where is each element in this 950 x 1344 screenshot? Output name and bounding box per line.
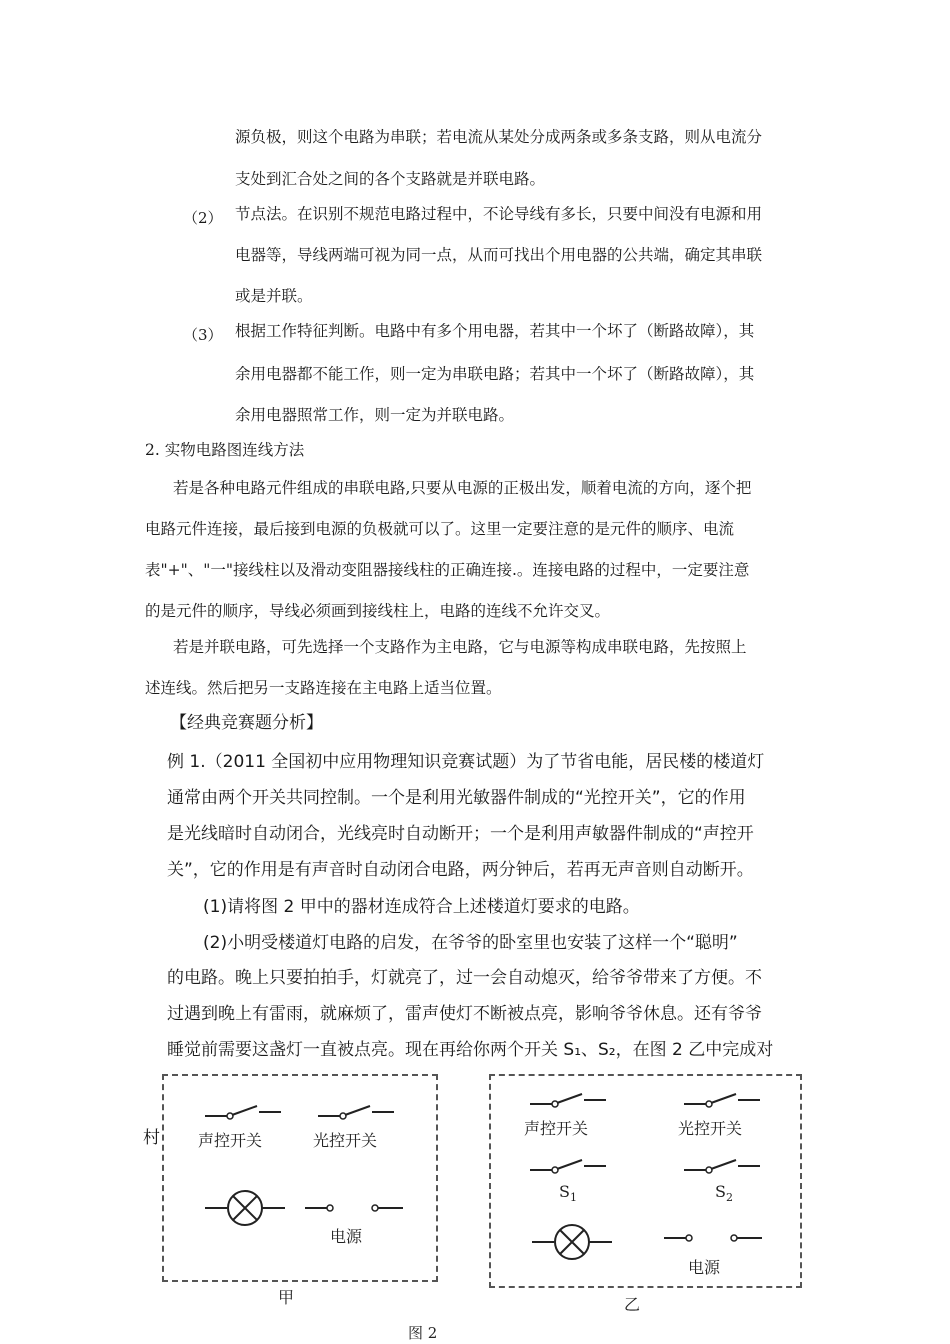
yi-s1-label — [559, 1182, 577, 1204]
section2-para1-line1: 若是各种电路元件组成的串联电路,只要从电源的正极出发，顺着电流的方向，逐个把 — [173, 479, 752, 497]
jia-power-label: 电源 — [330, 1227, 363, 1246]
item3-line1: 根据工作特征判断。电路中有多个用电器，若其中一个坏了（断路故障），其 — [235, 322, 755, 340]
yi-s1-subscript: 1 — [569, 1191, 577, 1205]
contest-line-3: 是光线暗时自动闭合，光线亮时自动断开；一个是利用声敏器件制成的“声控开 — [167, 824, 754, 844]
contest-heading: 【经典竞赛题分析】 — [170, 713, 323, 733]
switch-icon — [684, 1088, 764, 1112]
section2-para1-line3: 表"+"、"一"接线柱以及滑动变阻器接线柱的正确连接.。连接电路的过程中，一定要注意 — [145, 561, 750, 579]
yi-caption: 乙 — [624, 1295, 641, 1314]
battery-terminal-icon — [305, 1198, 405, 1218]
item2-line3: 或是并联。 — [235, 287, 313, 305]
contest-cut-char: 村 — [143, 1128, 160, 1148]
item3-line3: 余用电器照常工作，则一定为并联电路。 — [235, 406, 515, 424]
item2-line2: 电器等，导线两端可视为同一点，从而可找出个用电器的公共端，确定其串联 — [235, 246, 763, 264]
battery-terminal-icon — [664, 1228, 764, 1248]
yi-sound-switch-label: 声控开关 — [524, 1119, 589, 1138]
jia-sound-switch-label: 声控开关 — [198, 1131, 263, 1150]
contest-line-6: (2)小明受楼道灯电路的启发，在爷爷的卧室里也安装了这样一个“聪明” — [203, 933, 738, 953]
switch-icon — [318, 1100, 398, 1124]
contest-line-4: 关”，它的作用是有声音时自动闭合电路，两分钟后，若再无声音则自动断开。 — [167, 860, 754, 880]
item-number-3: （3） — [183, 326, 223, 344]
yi-light-switch-label: 光控开关 — [678, 1119, 743, 1138]
item-number-2: （2） — [183, 209, 223, 227]
contest-line-5: (1)请将图 2 甲中的器材连成符合上述楼道灯要求的电路。 — [203, 897, 640, 917]
contest-line-9: 睡觉前需要这盏灯一直被点亮。现在再给你两个开关 S₁、S₂，在图 2 乙中完成对 — [167, 1040, 774, 1060]
switch-icon — [530, 1088, 610, 1112]
switch-icon — [684, 1154, 764, 1178]
section2-para2-line2: 述连线。然后把另一支路连接在主电路上适当位置。 — [145, 679, 502, 697]
yi-s2-label — [715, 1182, 733, 1204]
yi-power-label: 电源 — [688, 1258, 721, 1277]
lamp-icon — [205, 1188, 285, 1228]
section2-para1-line2: 电路元件连接，最后接到电源的负极就可以了。这里一定要注意的是元件的顺序、电流 — [145, 520, 735, 538]
section2-para2-line1: 若是并联电路，可先选择一个支路作为主电路，它与电源等构成串联电路，先按照上 — [173, 638, 747, 656]
lamp-icon — [532, 1222, 612, 1262]
switch-icon — [530, 1154, 610, 1178]
switch-icon — [205, 1100, 285, 1124]
contest-line-8: 过遇到晚上有雷雨，就麻烦了，雷声使灯不断被点亮，影响爷爷休息。还有爷爷 — [167, 1004, 762, 1024]
jia-caption: 甲 — [278, 1288, 295, 1307]
section2-para1-line4: 的是元件的顺序，导线必须画到接线柱上，电路的连线不允许交叉。 — [145, 602, 611, 620]
yi-s2-subscript: 2 — [725, 1191, 733, 1205]
item1-line1: 源负极，则这个电路为串联；若电流从某处分成两条或多条支路，则从电流分 — [235, 128, 763, 146]
contest-line-1: 例 1.（2011 全国初中应用物理知识竞赛试题）为了节省电能，居民楼的楼道灯 — [167, 752, 765, 772]
figure-caption: 图 2 — [408, 1324, 438, 1342]
contest-line-7: 的电路。晚上只要拍拍手，灯就亮了，过一会自动熄灭，给爷爷带来了方便。不 — [167, 968, 762, 988]
item1-line2: 支处到汇合处之间的各个支路就是并联电路。 — [235, 170, 546, 188]
yi-s2-letter: S — [715, 1182, 726, 1201]
section2-heading: 2. 实物电路图连线方法 — [145, 441, 305, 459]
contest-line-2: 通常由两个开关共同控制。一个是利用光敏器件制成的“光控开关”，它的作用 — [167, 788, 746, 808]
jia-light-switch-label: 光控开关 — [313, 1131, 378, 1150]
item2-line1: 节点法。在识别不规范电路过程中，不论导线有多长，只要中间没有电源和用 — [235, 205, 763, 223]
item3-line2: 余用电器都不能工作，则一定为串联电路；若其中一个坏了（断路故障），其 — [235, 365, 755, 383]
yi-s1-letter: S — [559, 1182, 570, 1201]
